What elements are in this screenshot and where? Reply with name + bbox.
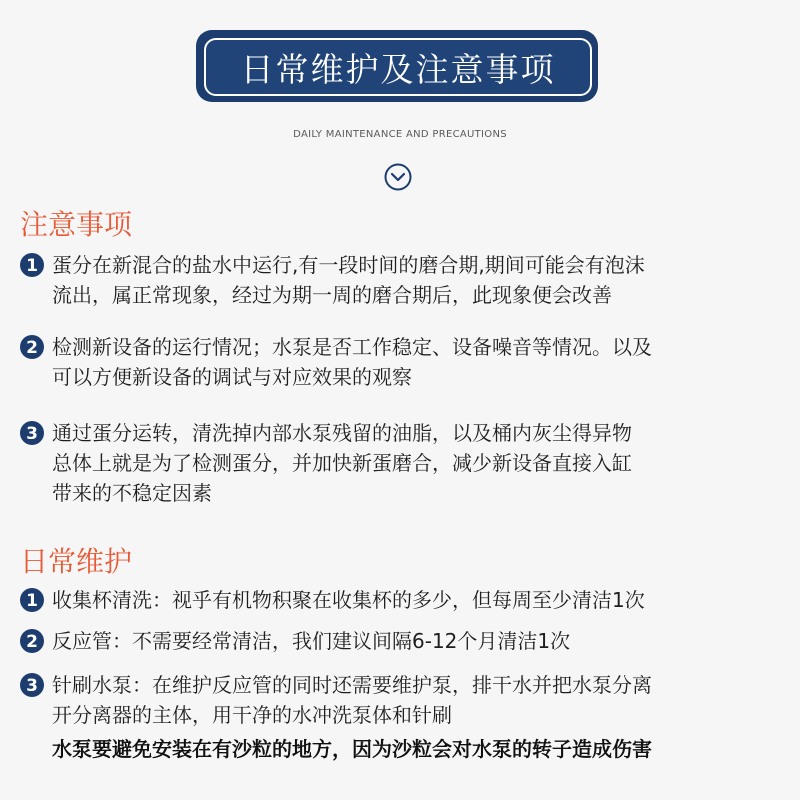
chevron-down-circle-icon [384, 163, 412, 191]
number-1-icon [20, 253, 44, 277]
page-title: 日常维护及注意事项 [240, 49, 556, 89]
pump-warning: 水泵要避免安装在有沙粒的地方，因为沙粒会对水泵的转子造成伤害 [52, 737, 652, 761]
title-banner [196, 30, 602, 102]
precautions-title: 注意事项 [20, 208, 133, 241]
precaution-item-1 [20, 250, 790, 310]
maintenance-item-1 [20, 585, 790, 615]
maintenance-item-3 [20, 670, 790, 730]
svg-text:2: 2 [26, 632, 38, 652]
number-3-icon [20, 673, 44, 697]
page-subtitle: DAILY MAINTENANCE AND PRECAUTIONS [293, 129, 507, 140]
precaution-text: 通过蛋分运转，清洗掉内部水泵残留的油脂，以及桶内灰尘得异物 总体上就是为了检测蛋分，并加快新蛋磨合，减少新设备直接入缸 带来的不稳定因素 [52, 421, 632, 505]
number-2-icon [20, 335, 44, 359]
precaution-item-2 [20, 332, 790, 392]
svg-text:1: 1 [26, 591, 38, 611]
precaution-text: 蛋分在新混合的盐水中运行,有一段时间的磨合期,期间可能会有泡沫 流出，属正常现象，经过为期一周的磨合期后，此现象便会改善 [52, 253, 645, 307]
maintenance-text: 收集杯清洗：视乎有机物积聚在收集杯的多少，但每周至少清洁1次 [52, 588, 645, 612]
maintenance-text: 反应管：不需要经常清洁，我们建议间隔6-12个月清洁1次 [52, 629, 571, 653]
maintenance-item-2 [20, 626, 790, 656]
precaution-item-3 [20, 418, 790, 508]
maintenance-text: 针刷水泵：在维护反应管的同时还需要维护泵，排干水并把水泵分离 开分离器的主体，用干净的水冲洗泵体和针刷 [52, 673, 652, 727]
number-1-icon [20, 588, 44, 612]
svg-text:3: 3 [26, 424, 38, 444]
number-3-icon [20, 421, 44, 445]
svg-text:2: 2 [26, 338, 38, 358]
precaution-text: 检测新设备的运行情况；水泵是否工作稳定、设备噪音等情况。以及 可以方便新设备的调试与对应效果的观察 [52, 335, 652, 389]
banner-panel [204, 38, 592, 96]
svg-text:1: 1 [26, 256, 38, 276]
maintenance-title: 日常维护 [20, 545, 133, 578]
number-2-icon [20, 629, 44, 653]
svg-text:3: 3 [26, 676, 38, 696]
